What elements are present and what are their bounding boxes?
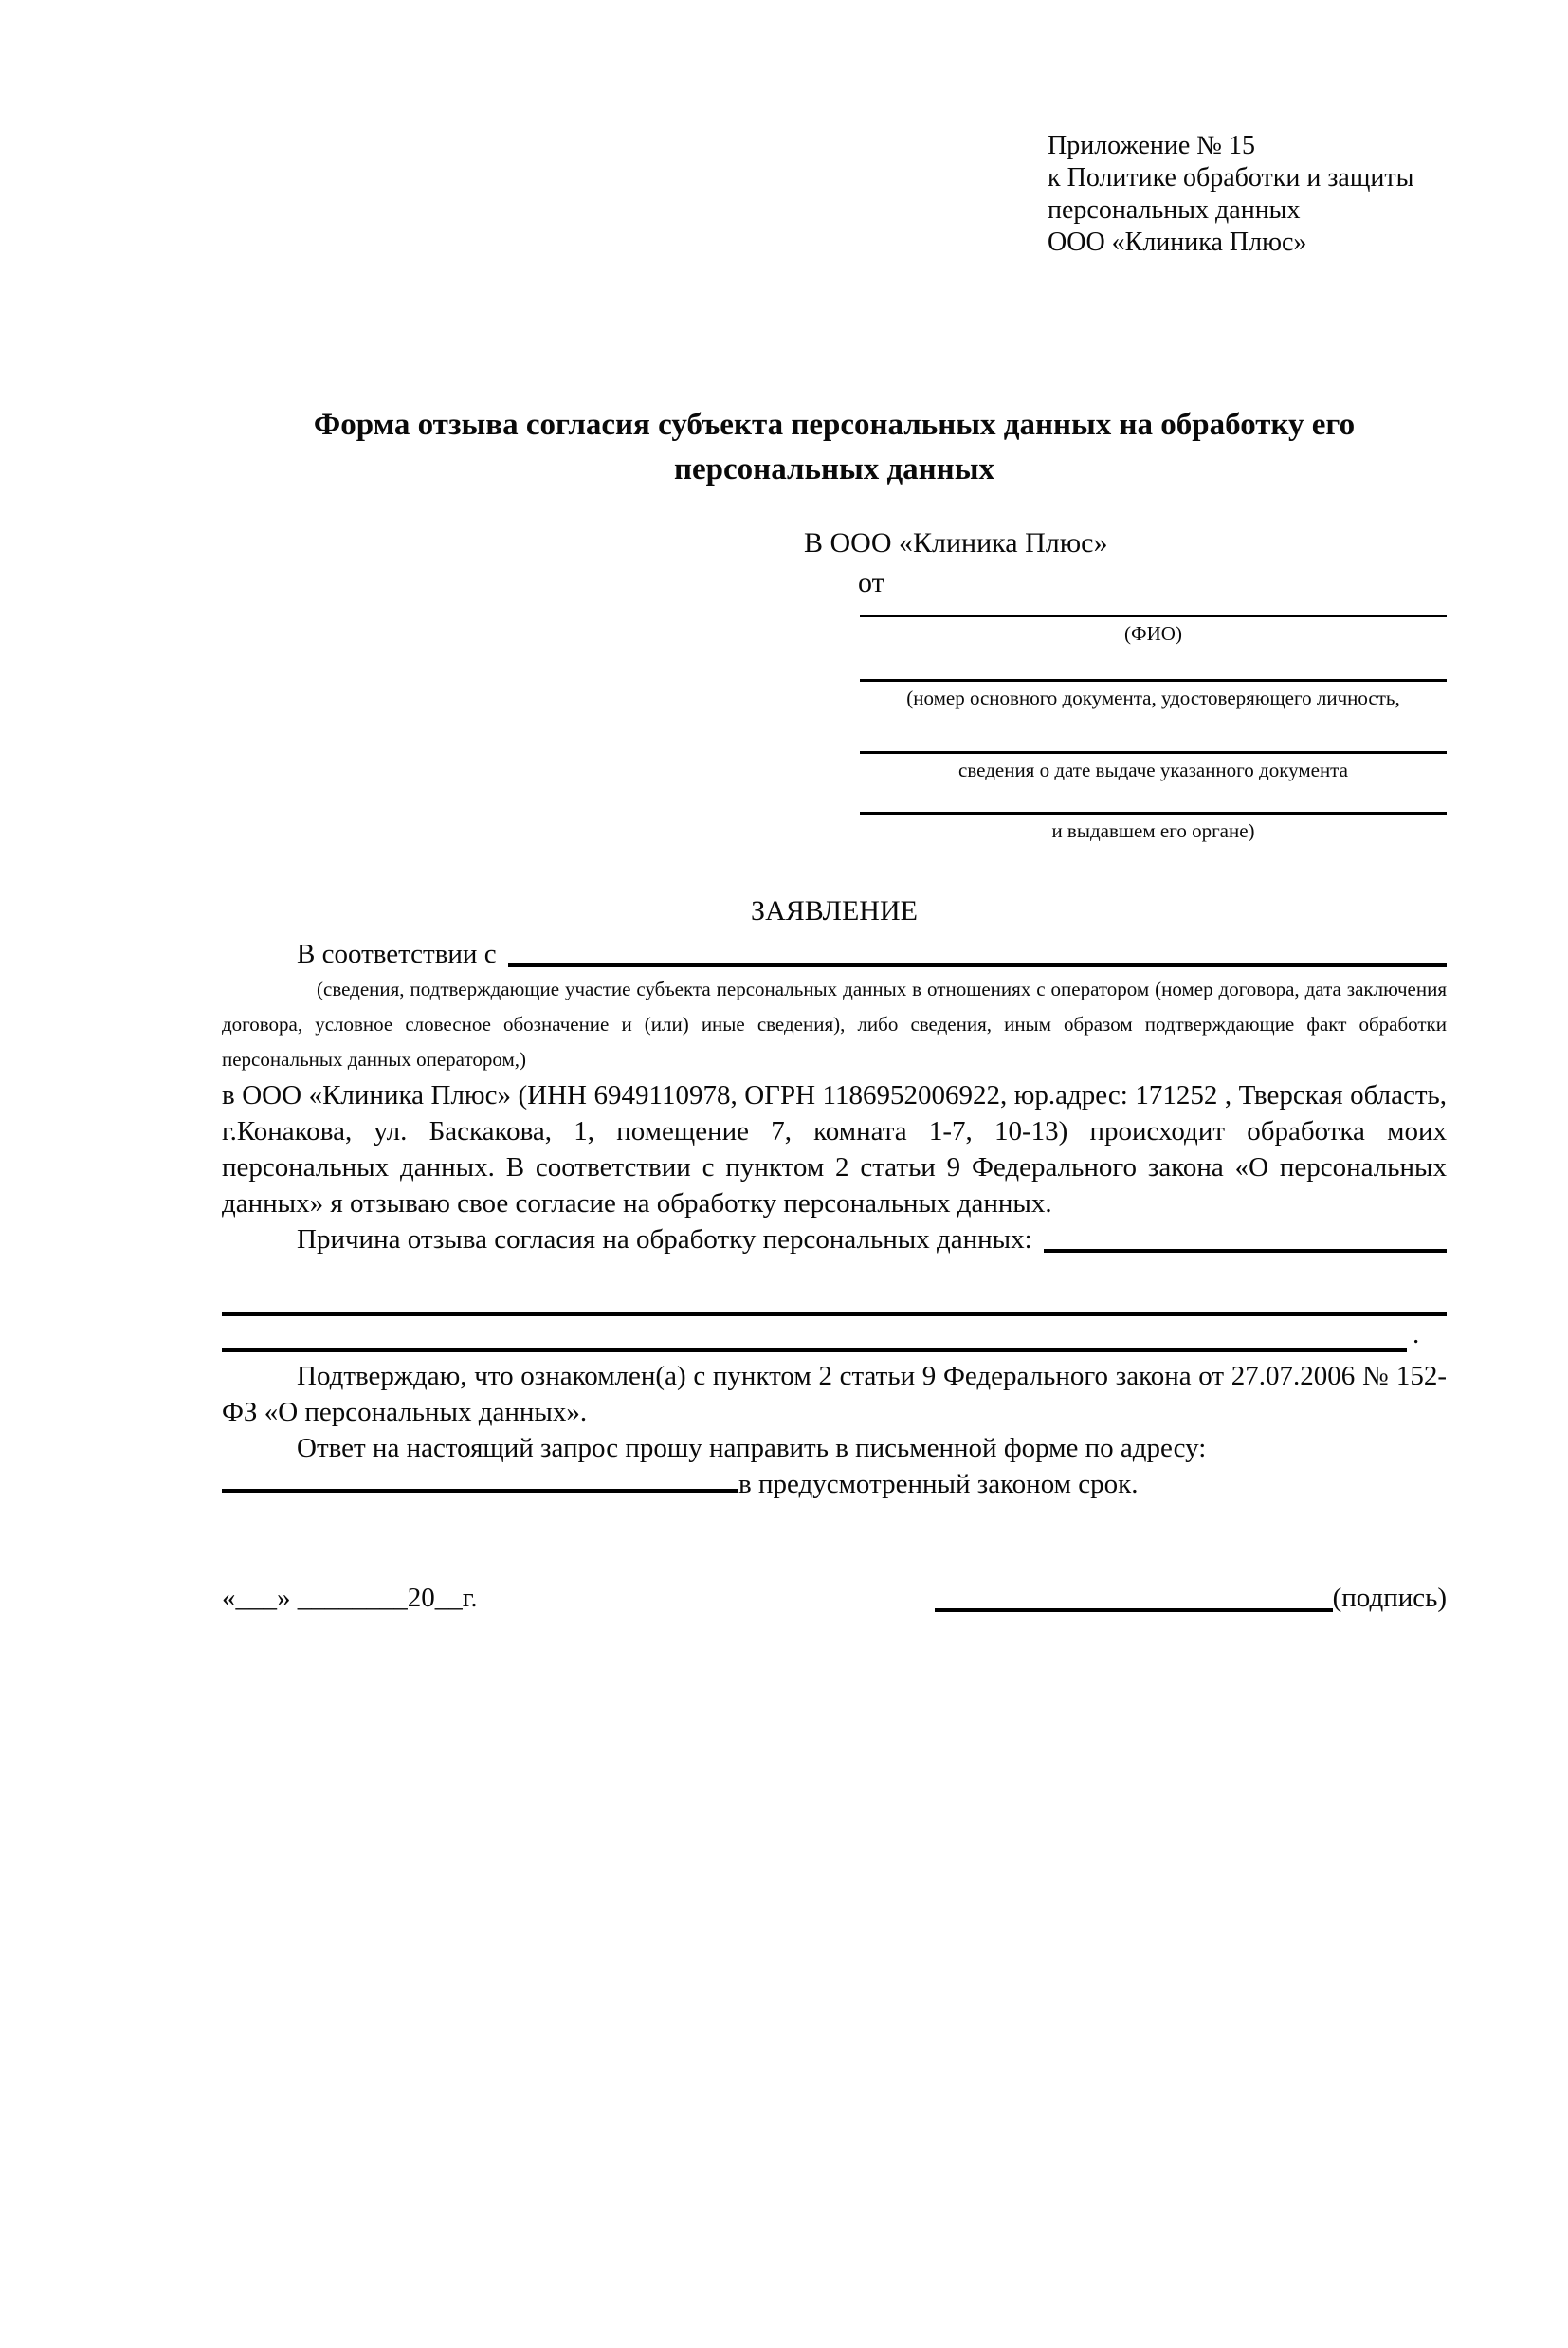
reply-address-line — [222, 1466, 1447, 1502]
blank-line-period: . — [1413, 1319, 1420, 1349]
statement-heading: ЗАЯВЛЕНИЕ — [751, 895, 918, 926]
signature-row — [222, 1580, 1447, 1616]
intro-footnote: (сведения, подтверждающие участие субъекта персональных данных в отношениях с оператором (номер договора, дата заключения договора, условное словесное обозначение и (или) иные сведения), либо сведения, иным образом подтверждающие факт обработки персональных данных оператором,) — [222, 978, 1447, 1071]
document-number-blank-line — [860, 648, 1447, 682]
reason-blank-line-3 — [222, 1326, 1407, 1352]
signature-caption: (подпись) — [1332, 1583, 1447, 1613]
issuing-authority-field — [860, 784, 1447, 845]
reply-address-blank-line — [222, 1489, 738, 1493]
reason-blank-row-3 — [222, 1316, 1447, 1352]
appendix-company: ООО «Клиника Плюс» — [1048, 228, 1307, 257]
signature-blank-line — [935, 1584, 1333, 1612]
signature-group — [935, 1580, 1447, 1616]
statement-body: в ООО «Клиника Плюс» (ИНН 6949110978, ОГРН 1186952006922, юр.адрес: 171252 , Тверская область, г.Конакова, ул. Баскакова, 1, помещение 7, комната 1-7, 10-13) происходит обработка моих персональных данных. В соответствии с пунктом 2 статьи 9 Федерального закона «О персональных данных» я отзываю свое согласие на обработку персональных данных. — [222, 1080, 1447, 1219]
reason-line — [222, 1221, 1447, 1257]
appendix-policy-line1: к Политике обработки и защиты — [1048, 163, 1414, 193]
addressee-from-label: от — [858, 567, 884, 598]
document-number-caption: (номер основного документа, удостоверяющего личность, — [906, 687, 1400, 709]
document-page — [0, 130, 1568, 2348]
addressee-block — [804, 524, 1447, 845]
fio-caption: (ФИО) — [1124, 622, 1182, 645]
appendix-number: Приложение № 15 — [1048, 131, 1255, 160]
issue-date-blank-line — [860, 712, 1447, 754]
reason-blank-line-2 — [222, 1257, 1447, 1316]
confirmation-paragraph: Подтверждаю, что ознакомлен(а) с пунктом 2 статьи 9 Федерального закона от 27.07.2006 № 152-ФЗ «О персональных данных». — [222, 1361, 1447, 1427]
intro-prefix: В соответствии с — [297, 939, 497, 969]
fio-blank-line — [860, 602, 1447, 617]
reply-address-paragraph: Ответ на настоящий запрос прошу направить в письменной форме по адресу: — [297, 1433, 1207, 1463]
issuing-authority-caption: и выдавшем его органе) — [1051, 819, 1255, 842]
issue-date-caption: сведения о дате выдаче указанного документа — [958, 759, 1348, 781]
document-number-field — [860, 648, 1447, 712]
addressee-to: В ООО «Клиника Плюс» — [804, 527, 1108, 559]
document-title: Форма отзыва согласия субъекта персональных данных на обработку его персональных данных — [313, 408, 1356, 486]
date-line: «___» ________20__г. — [222, 1583, 478, 1613]
reply-suffix: в предусмотренный законом срок. — [738, 1469, 1139, 1499]
intro-blank-line — [508, 963, 1447, 967]
fio-field — [860, 602, 1447, 648]
reason-label: Причина отзыва согласия на обработку персональных данных: — [297, 1224, 1032, 1255]
issuing-authority-blank-line — [860, 784, 1447, 815]
intro-line — [222, 936, 1447, 972]
reason-blank-line — [1044, 1249, 1447, 1253]
appendix-header — [1048, 130, 1447, 259]
issue-date-field — [860, 712, 1447, 784]
appendix-policy-line2: персональных данных — [1048, 195, 1301, 225]
